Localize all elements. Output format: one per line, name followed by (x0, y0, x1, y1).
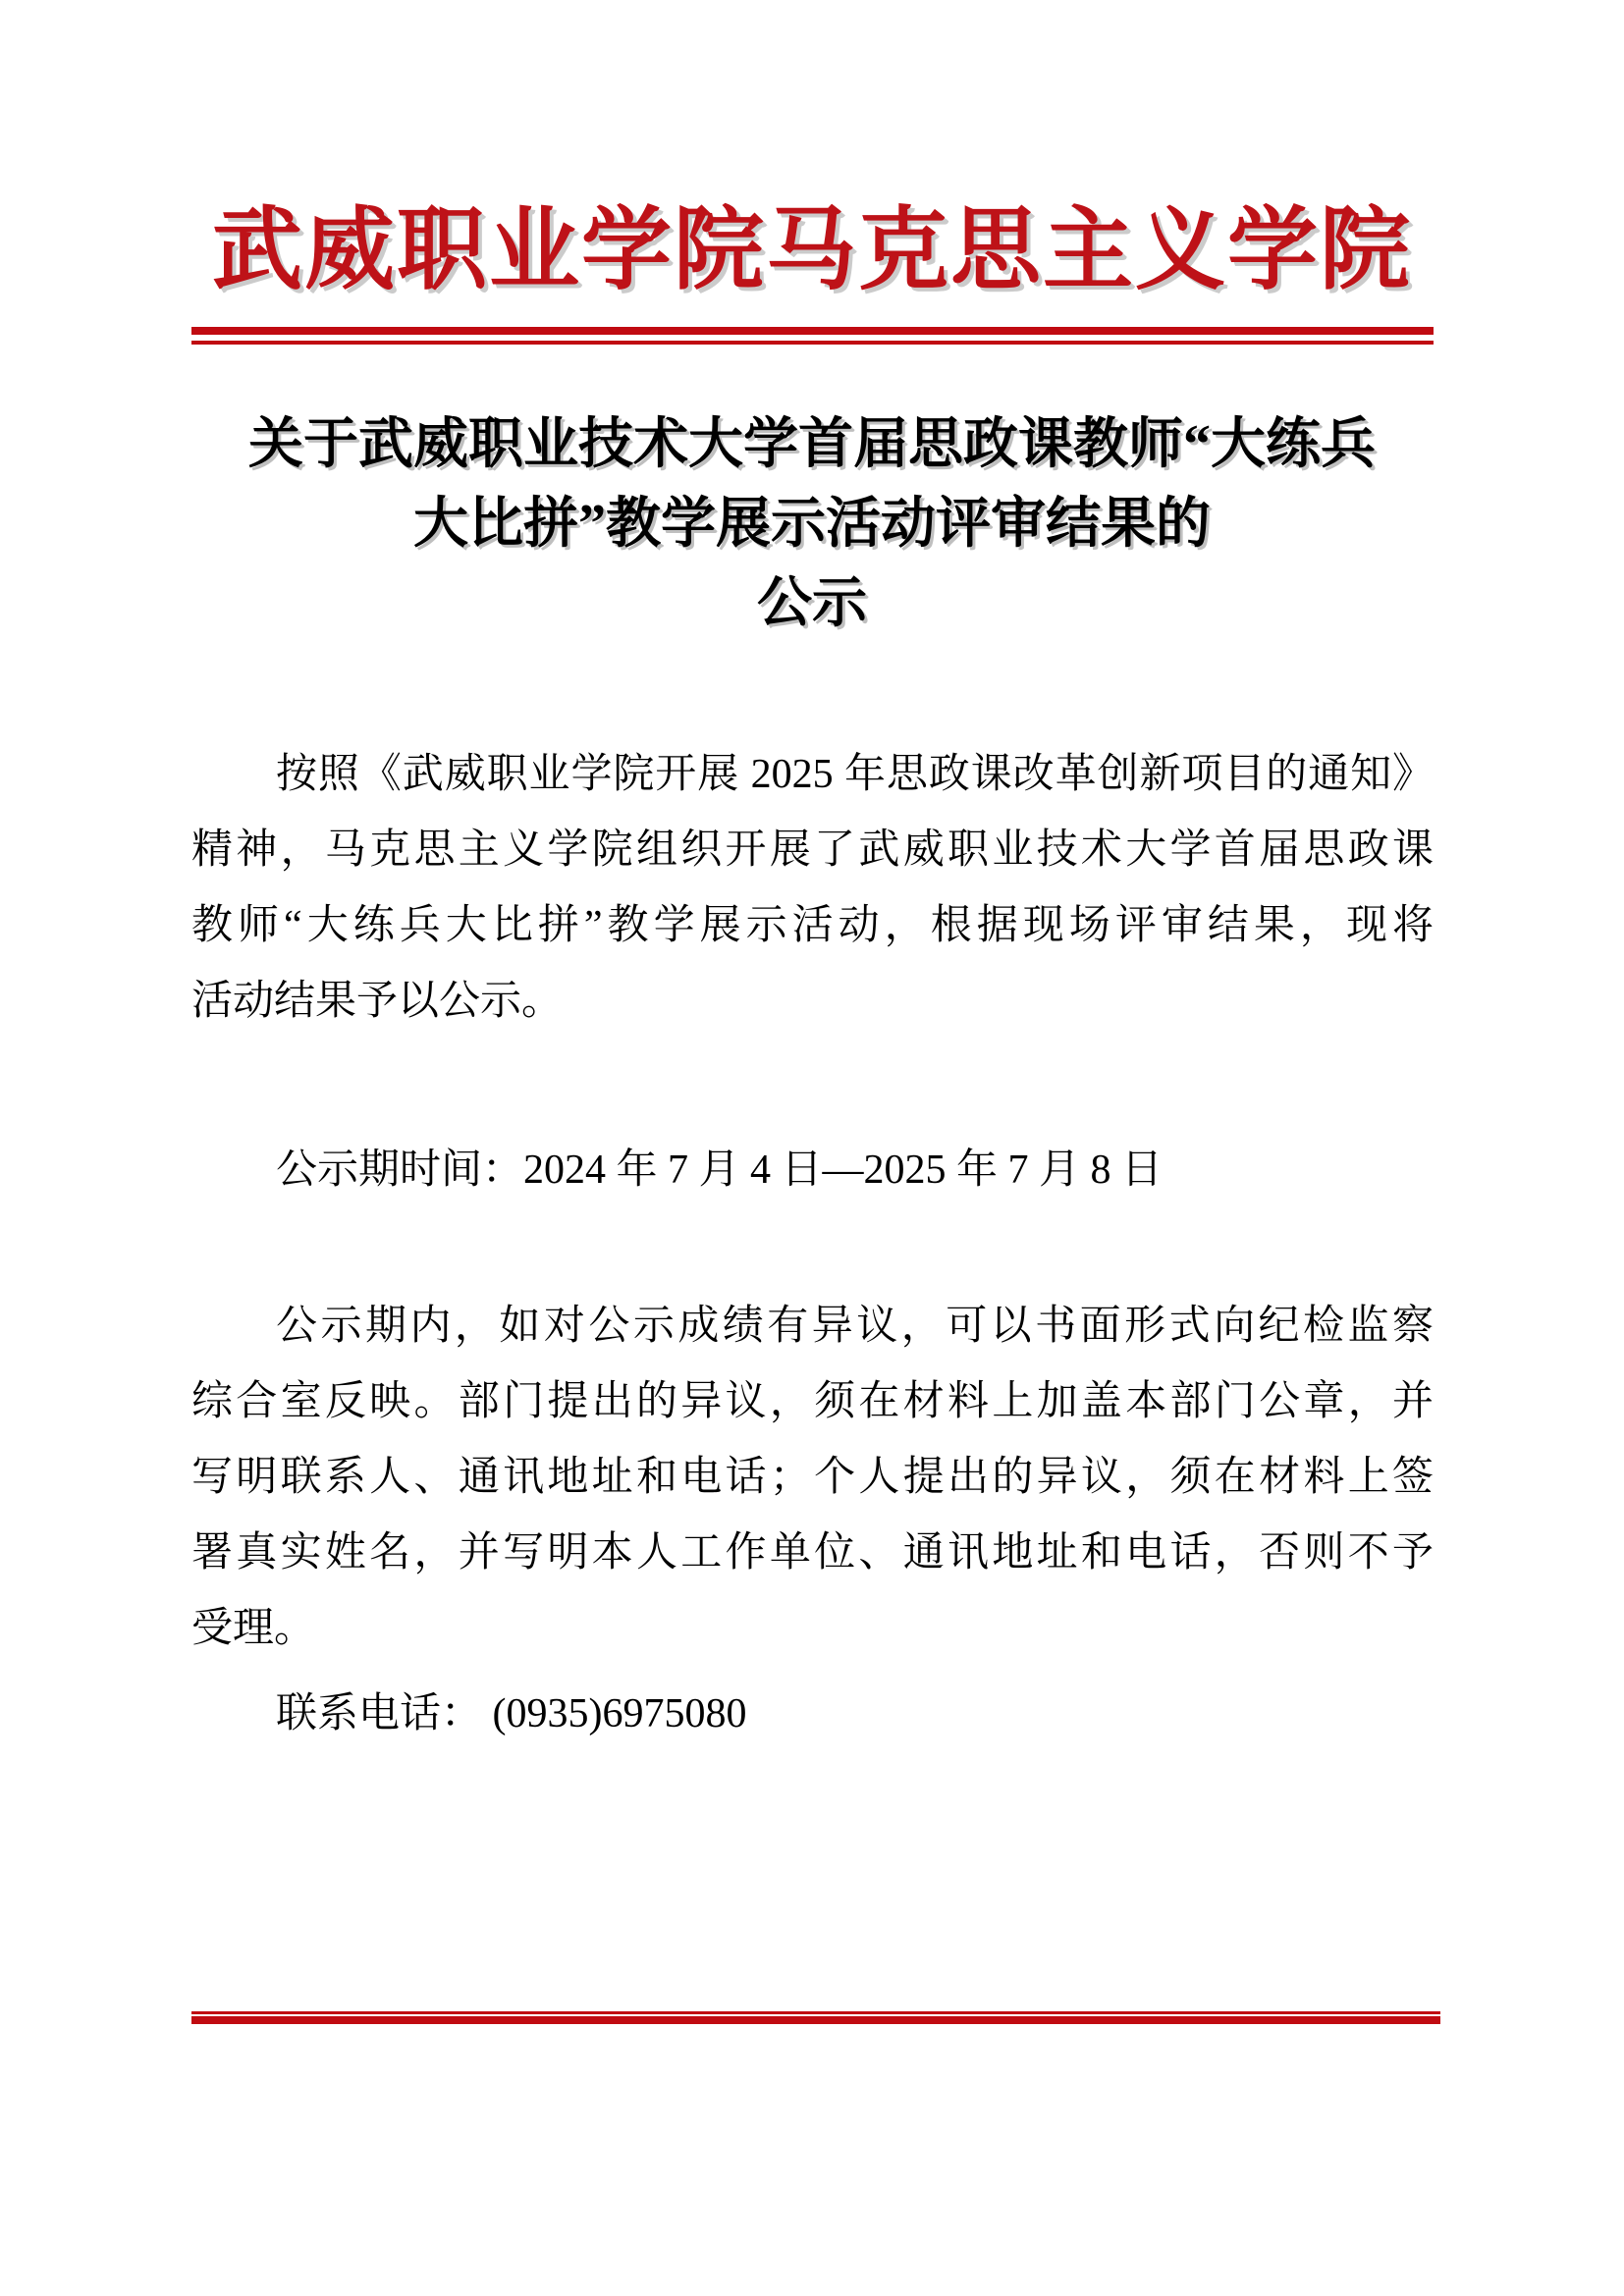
notice-title (0, 405, 1624, 644)
letterhead-divider (191, 327, 1434, 345)
contact-phone: 联系电话： (0935)6975080 (276, 1691, 747, 1736)
paragraph-intro (191, 737, 1434, 1040)
footer-rule-thin (191, 2011, 1440, 2014)
paragraph-objection (191, 1289, 1434, 1667)
text-line: 按照《武威职业学院开展 2025 年思政课改革创新项目的通知》 (276, 752, 1434, 797)
letterhead-rule-thick (191, 327, 1434, 335)
text-line: 综合室反映。部门提出的异议，须在材料上加盖本部门公章，并 (191, 1379, 1434, 1424)
text-line: 教师“大练兵大比拼”教学展示活动，根据现场评审结果，现将 (191, 903, 1434, 948)
letterhead-rule-thin (191, 341, 1434, 345)
text-line: 写明联系人、通讯地址和电话；个人提出的异议，须在材料上签 (191, 1455, 1434, 1500)
text-line: 公示期内，如对公示成绩有异议，可以书面形式向纪检监察 (276, 1304, 1434, 1349)
notice-title-line: 关于武威职业技术大学首届思政课教师“大练兵 (248, 414, 1376, 475)
text-line: 受理。 (191, 1606, 316, 1651)
publicity-period: 公示期时间：2024 年 7 月 4 日—2025 年 7 月 8 日 (276, 1148, 1164, 1193)
footer-divider (191, 2011, 1440, 2024)
footer-rule-thick (191, 2016, 1440, 2024)
notice-title-line: 公示 (757, 573, 867, 634)
text-line: 活动结果予以公示。 (191, 979, 564, 1024)
letterhead (0, 201, 1624, 345)
text-line: 署真实姓名，并写明本人工作单位、通讯地址和电话，否则不予 (191, 1530, 1434, 1575)
text-line: 精神，马克思主义学院组织开展了武威职业技术大学首届思政课 (191, 828, 1434, 873)
notice-text (191, 737, 1434, 1752)
notice-title-line: 大比拼”教学展示活动评审结果的 (413, 494, 1211, 555)
notice-body (0, 405, 1624, 1752)
letterhead-org-name: 武威职业学院马克思主义学院 (211, 200, 1412, 300)
